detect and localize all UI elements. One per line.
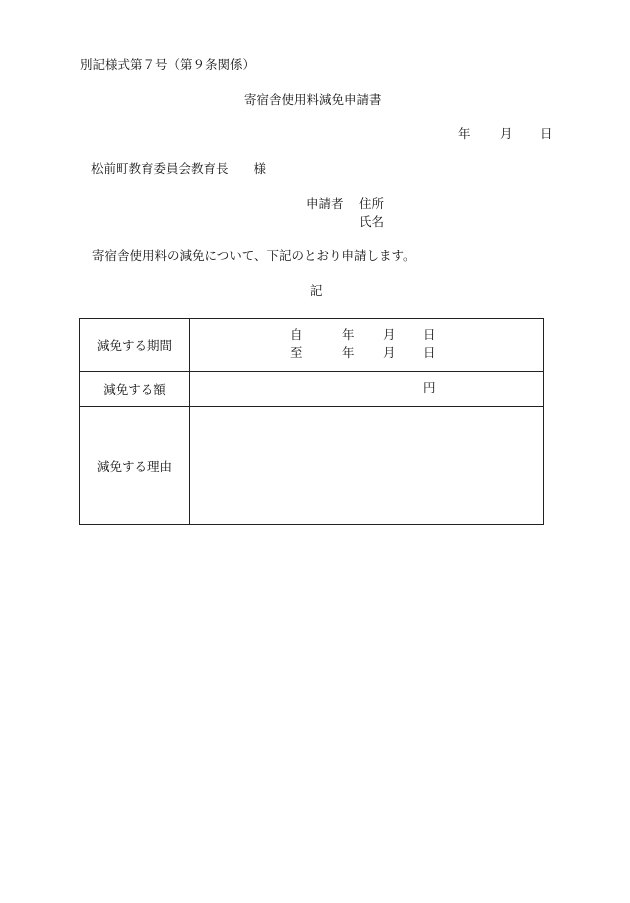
reason-row [80,407,544,525]
application-table [79,318,544,525]
period-from-month: 月 [383,327,396,342]
date-day: 日 [540,126,553,141]
amount-label: 減免する額 [80,372,190,407]
period-to-day: 日 [423,345,436,360]
statement: 寄宿舎使用料の減免について、下記のとおり申請します。 [92,248,416,263]
ki-heading: 記 [310,283,323,298]
amount-row [80,372,544,407]
period-from-prefix: 自 [290,327,303,342]
period-label: 減免する期間 [80,319,190,372]
period-cell [190,319,544,372]
period-to-month: 月 [383,345,396,360]
applicant-label: 申請者 [306,196,344,211]
date-month: 月 [500,126,513,141]
period-row [80,319,544,372]
period-from-year: 年 [342,327,355,342]
address-label: 住所 [359,196,385,211]
period-to-prefix: 至 [290,345,303,360]
name-label: 氏名 [359,214,385,229]
reason-label: 減免する理由 [80,407,190,525]
period-from-day: 日 [423,327,436,342]
date-year: 年 [458,126,471,141]
amount-cell [190,372,544,407]
period-to-year: 年 [342,345,355,360]
form-number: 別記様式第７号（第９条関係） [80,57,256,72]
addressee: 松前町教育委員会教育長 様 [91,161,267,176]
document-title: 寄宿舎使用料減免申請書 [244,92,382,107]
amount-unit: 円 [423,380,436,395]
reason-cell [190,407,544,525]
